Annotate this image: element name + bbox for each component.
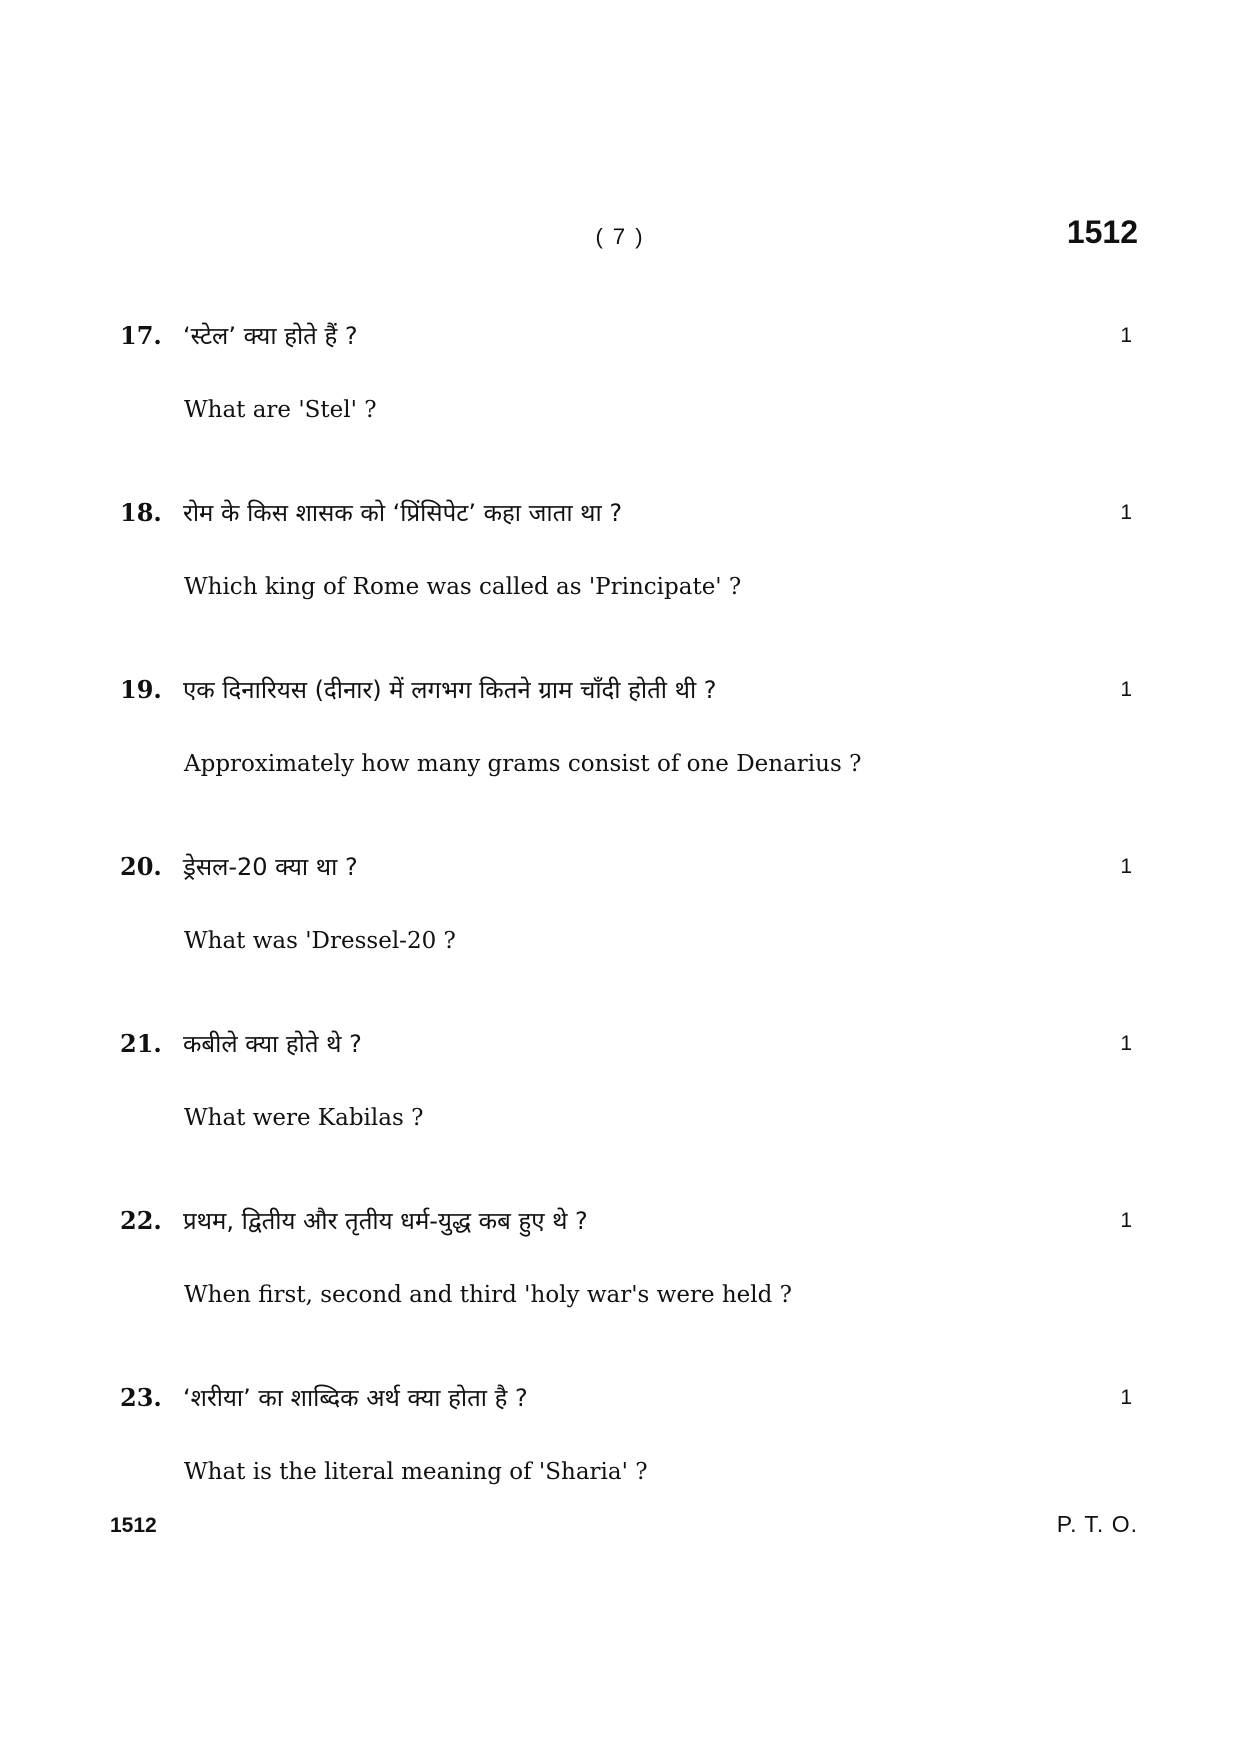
question-19 xyxy=(0,672,1240,849)
question-text-english: What are 'Stel' ? xyxy=(184,397,377,423)
question-number: 21. xyxy=(120,1029,162,1058)
paper-code-footer: 1512 xyxy=(110,1514,157,1537)
page-number: ( 7 ) xyxy=(595,224,645,249)
question-number: 22. xyxy=(120,1206,162,1235)
question-20 xyxy=(0,849,1240,1026)
question-marks: 1 xyxy=(1120,678,1132,701)
question-marks: 1 xyxy=(1120,324,1132,347)
question-text-english: What were Kabilas ? xyxy=(184,1105,424,1131)
question-text-english: Approximately how many grams consist of one Denarius ? xyxy=(184,751,862,777)
question-marks: 1 xyxy=(1120,1386,1132,1409)
question-text-hindi: ‘शरीया’ का शाब्दिक अर्थ क्या होता है ? xyxy=(183,1384,528,1412)
question-text-hindi: एक दिनारियस (दीनार) में लगभग कितने ग्राम चाँदी होती थी ? xyxy=(183,676,717,704)
paper-code-header: 1512 xyxy=(1066,214,1138,250)
question-17 xyxy=(0,318,1240,495)
please-turn-over: P. T. O. xyxy=(1056,1511,1138,1537)
question-22 xyxy=(0,1203,1240,1380)
question-21 xyxy=(0,1026,1240,1203)
question-text-hindi: प्रथम, द्वितीय और तृतीय धर्म-युद्ध कब हुए थे ? xyxy=(183,1207,588,1235)
question-text-hindi: ड्रेसल-20 क्या था ? xyxy=(183,853,358,881)
question-text-hindi: कबीले क्या होते थे ? xyxy=(183,1030,362,1058)
question-18 xyxy=(0,495,1240,672)
question-number: 17. xyxy=(120,321,162,350)
question-marks: 1 xyxy=(1120,1209,1132,1232)
question-marks: 1 xyxy=(1120,855,1132,878)
question-text-english: When first, second and third 'holy war's were held ? xyxy=(184,1282,793,1308)
question-marks: 1 xyxy=(1120,1032,1132,1055)
question-marks: 1 xyxy=(1120,501,1132,524)
question-number: 23. xyxy=(120,1383,162,1412)
question-text-english: What is the literal meaning of 'Sharia' ? xyxy=(184,1459,648,1485)
question-number: 19. xyxy=(120,675,162,704)
question-number: 20. xyxy=(120,852,162,881)
question-text-english: Which king of Rome was called as 'Principate' ? xyxy=(184,574,742,600)
question-text-hindi: ‘स्टेल’ क्या होते हैं ? xyxy=(183,322,358,350)
question-23 xyxy=(0,1380,1240,1557)
question-text-hindi: रोम के किस शासक को ‘प्रिंसिपेट’ कहा जाता था ? xyxy=(183,499,623,527)
question-list xyxy=(0,318,1240,1557)
question-number: 18. xyxy=(120,498,162,527)
question-text-english: What was 'Dressel-20 ? xyxy=(184,928,456,954)
